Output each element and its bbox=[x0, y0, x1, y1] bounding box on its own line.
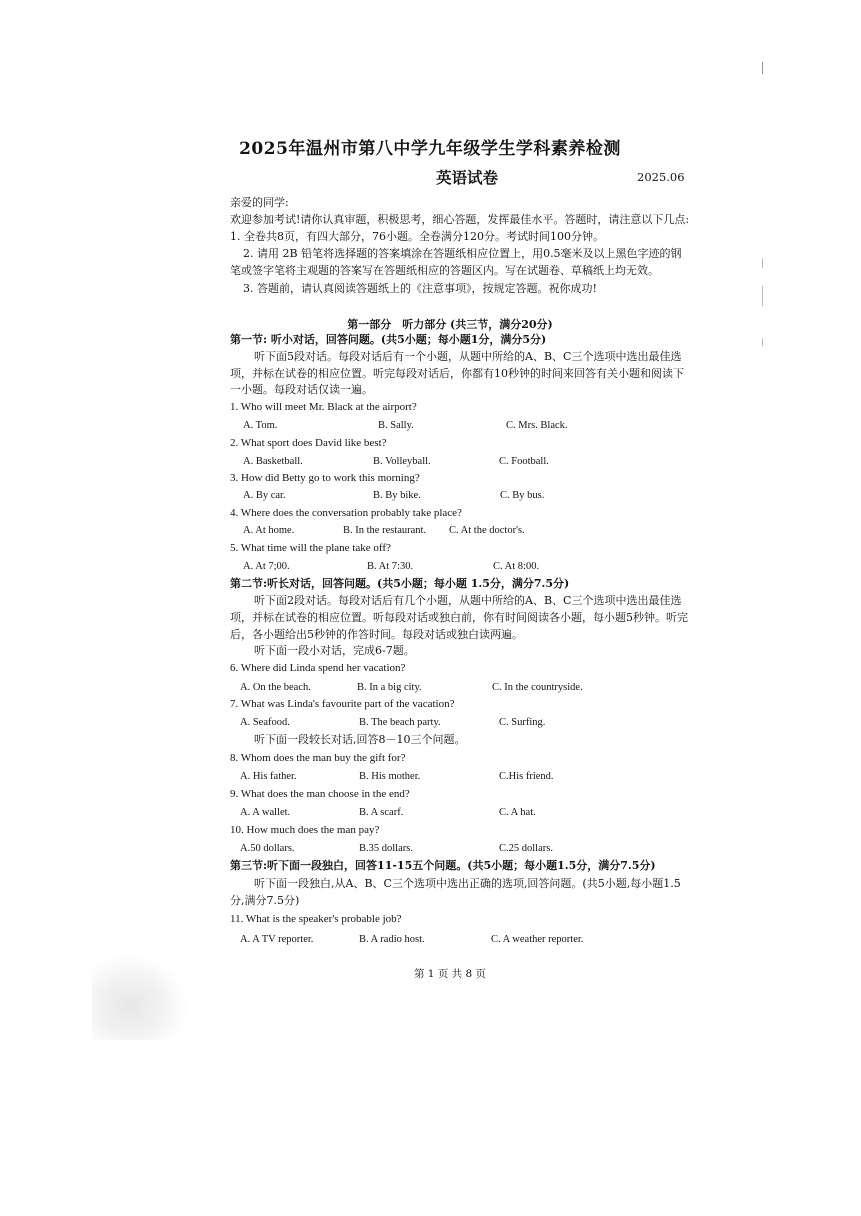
intro-greeting: 亲爱的同学: bbox=[230, 196, 289, 209]
question-4: 4. Where does the conversation probably take place? bbox=[230, 507, 462, 519]
intro-note-3: 3. 答题前，请认真阅读答题纸上的《注意事项》，按规定答题。祝你成功! bbox=[243, 282, 597, 295]
section2-subinstruction-2: 听下面一段较长对话,回答8－10三个问题。 bbox=[254, 733, 466, 746]
option-c: C. Surfing. bbox=[499, 717, 546, 728]
option-a: A. Seafood. bbox=[240, 717, 290, 728]
section2-heading: 第二节:听长对话，回答问题。(共5小题；每小题 1.5分，满分7.5分) bbox=[230, 577, 570, 590]
intro-note-2: 2. 请用 2B 铅笔将选择题的答案填涂在答题纸相应位置上，用0.5毫米及以上黑色字迹的钢 bbox=[243, 247, 682, 260]
section2-instructions-cont: 项，并标在试卷的相应位置。听每段对话或独白前，你有时间阅读各小题，每小题5秒钟。听完 bbox=[230, 611, 688, 624]
scan-edge-mark bbox=[762, 338, 763, 346]
exam-title: 2025年温州市第八中学九年级学生学科素养检测 bbox=[239, 139, 621, 159]
exam-date: 2025.06 bbox=[637, 170, 685, 184]
option-b: B. His mother. bbox=[359, 771, 421, 782]
option-a: A. Basketball. bbox=[243, 456, 303, 467]
option-a: A. A wallet. bbox=[240, 807, 291, 818]
option-c: C. At 8:00. bbox=[493, 561, 540, 572]
question-3: 3. How did Betty go to work this morning? bbox=[230, 472, 420, 484]
section1-instructions-cont: 项，并标在试卷的相应位置。听完每段对话后，你都有10秒钟的时间来回答有关小题和阅读下 bbox=[230, 367, 684, 380]
option-a: A. By car. bbox=[243, 490, 286, 501]
option-b: B. In a big city. bbox=[357, 682, 422, 693]
question-9: 9. What does the man choose in the end? bbox=[230, 788, 410, 800]
option-c: C. A weather reporter. bbox=[491, 934, 584, 945]
section3-instructions: 听下面一段独白,从A、B、C三个选项中选出正确的选项,回答问题。(共5小题,每小题1.5 bbox=[254, 877, 681, 890]
scan-edge-mark bbox=[762, 258, 763, 268]
option-b: B. Sally. bbox=[378, 420, 414, 431]
option-c: C. By bus. bbox=[500, 490, 545, 501]
section1-instructions-end: 一小题。每段对话仅读一遍。 bbox=[230, 383, 373, 396]
page-footer: 第 1 页 共 8 页 bbox=[413, 968, 487, 980]
part1-heading: 第一部分 听力部分 (共三节，满分20分) bbox=[347, 318, 553, 331]
option-c: C.25 dollars. bbox=[499, 843, 553, 854]
exam-subtitle: 英语试卷 bbox=[436, 168, 499, 187]
option-b: B. At 7:30. bbox=[367, 561, 414, 572]
question-6: 6. Where did Linda spend her vacation? bbox=[230, 662, 406, 674]
scan-edge-mark bbox=[762, 286, 763, 306]
scan-smudge bbox=[92, 955, 187, 1040]
scan-margin-mark bbox=[762, 62, 763, 74]
option-a: A. At 7;00. bbox=[243, 561, 290, 572]
intro-note-1: 1. 全卷共8页，有四大部分，76小题。全卷满分120分。考试时间100分钟。 bbox=[230, 230, 604, 243]
question-2: 2. What sport does David like best? bbox=[230, 437, 387, 449]
option-c: C. At the doctor's. bbox=[449, 525, 525, 536]
section2-instructions-end: 后，各小题给出5秒钟的作答时间。每段对话或独白读两遍。 bbox=[230, 628, 523, 641]
option-c: C. Football. bbox=[499, 456, 549, 467]
section1-heading: 第一节: 听小对话，回答问题。(共5小题；每小题1分，满分5分) bbox=[230, 333, 547, 346]
section3-instructions-cont: 分,满分7.5分) bbox=[230, 894, 300, 907]
question-1: 1. Who will meet Mr. Black at the airport? bbox=[230, 401, 417, 413]
question-8: 8. Whom does the man buy the gift for? bbox=[230, 752, 406, 764]
option-c: C. Mrs. Black. bbox=[506, 420, 568, 431]
option-c: C. A hat. bbox=[499, 807, 536, 818]
option-a: A. On the beach. bbox=[240, 682, 311, 693]
option-b: B. In the restaurant. bbox=[343, 525, 427, 536]
question-10: 10. How much does the man pay? bbox=[230, 824, 380, 836]
option-c: C. In the countryside. bbox=[492, 682, 583, 693]
question-7: 7. What was Linda's favourite part of the vacation? bbox=[230, 698, 455, 710]
option-c: C.His friend. bbox=[499, 771, 554, 782]
option-b: B. A radio host. bbox=[359, 934, 425, 945]
section1-instructions: 听下面5段对话。每段对话后有一个小题，从题中所给的A、B、C三个选项中选出最佳选 bbox=[254, 350, 682, 363]
option-b: B. By bike. bbox=[373, 490, 421, 501]
intro-welcome: 欢迎参加考试!请你认真审题，积极思考，细心答题，发挥最佳水平。答题时，请注意以下几点: bbox=[230, 213, 690, 226]
question-11: 11. What is the speaker's probable job? bbox=[230, 913, 402, 925]
option-b: B. The beach party. bbox=[359, 717, 441, 728]
option-b: B.35 dollars. bbox=[359, 843, 413, 854]
option-b: B. A scarf. bbox=[359, 807, 404, 818]
section2-instructions: 听下面2段对话。每段对话后有几个小题，从题中所给的A、B、C三个选项中选出最佳选 bbox=[254, 594, 682, 607]
option-a: A. A TV reporter. bbox=[240, 934, 314, 945]
intro-note-2-cont: 笔或签字笔将主观题的答案写在答题纸相应的答题区内。写在试题卷、草稿纸上均无效。 bbox=[230, 264, 659, 277]
option-a: A. His father. bbox=[240, 771, 297, 782]
option-a: A. At home. bbox=[243, 525, 295, 536]
section2-subinstruction-1: 听下面一段小对话，完成6-7题。 bbox=[254, 644, 415, 657]
option-a: A. Tom. bbox=[243, 420, 278, 431]
question-5: 5. What time will the plane take off? bbox=[230, 542, 391, 554]
option-b: B. Volleyball. bbox=[373, 456, 431, 467]
option-a: A.50 dollars. bbox=[240, 843, 295, 854]
section3-heading: 第三节:听下面一段独白，回答11-15五个问题。(共5小题；每小题1.5分，满分7.5分) bbox=[230, 859, 656, 872]
